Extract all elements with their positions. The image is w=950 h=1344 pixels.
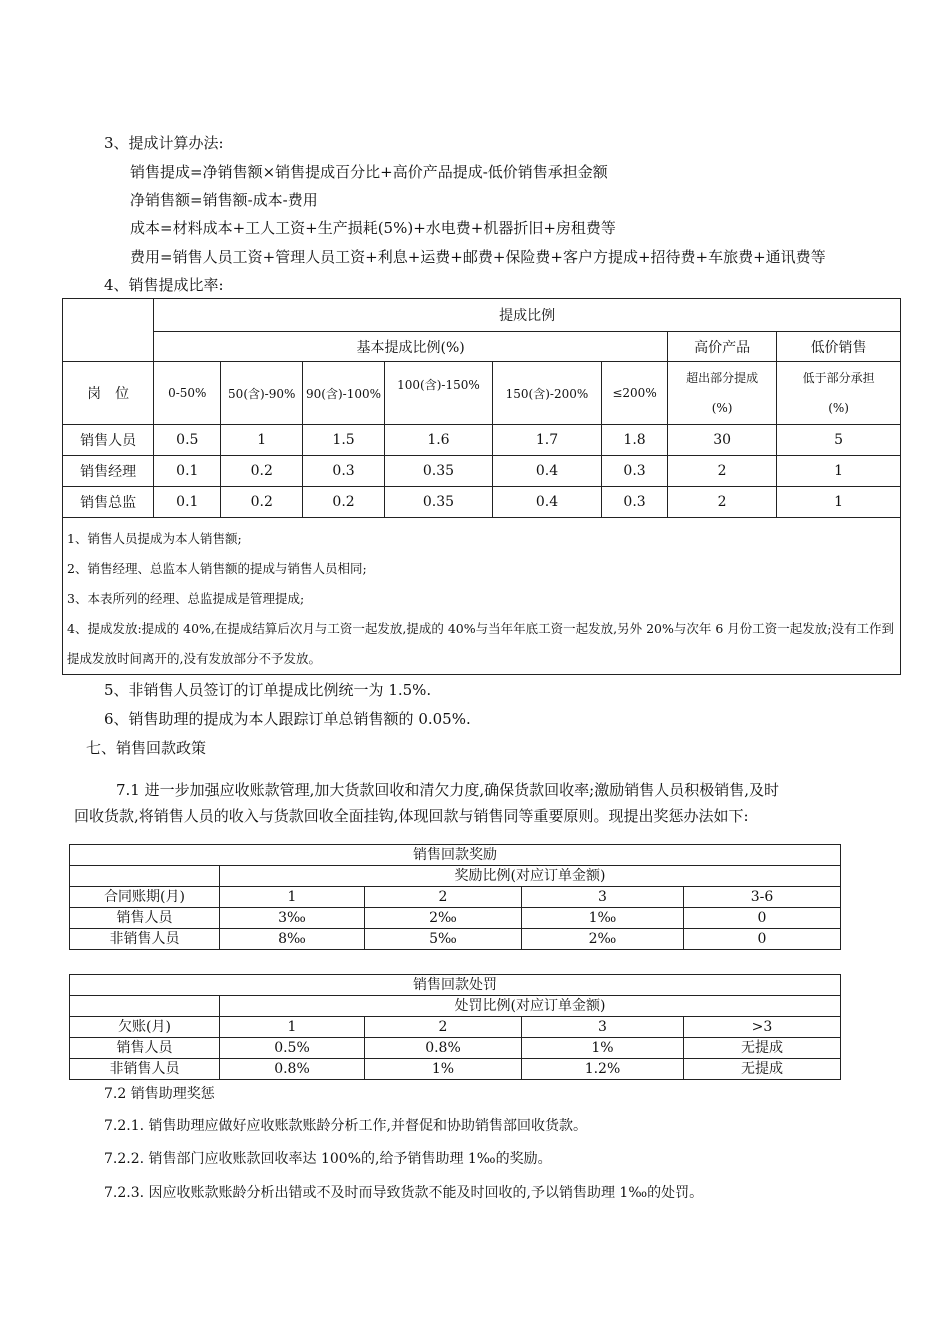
table-cell: 1% bbox=[365, 1059, 522, 1080]
reward-table bbox=[69, 844, 841, 950]
paragraph-line: 7.1 进一步加强应收账款管理,加大货款回收和清欠力度,确保货款回收率;激励销售人员积极销售,及时 bbox=[116, 781, 779, 799]
table-cell: 0.3 bbox=[303, 456, 385, 487]
table-cell: 0.4 bbox=[492, 487, 601, 518]
table-cell: 0.3 bbox=[602, 487, 668, 518]
table-cell: 1.2% bbox=[522, 1059, 684, 1080]
penalty-title: 销售回款处罚 bbox=[70, 975, 841, 996]
row-label: 销售人员 bbox=[70, 1038, 220, 1059]
column-header: 1 bbox=[220, 887, 365, 908]
range-header: 0-50% bbox=[154, 362, 221, 425]
penalty-table bbox=[69, 974, 841, 1080]
table-cell: 1‰ bbox=[522, 908, 684, 929]
table-row bbox=[70, 929, 841, 950]
column-header: 3-6 bbox=[684, 887, 841, 908]
table-cell: 0.35 bbox=[384, 456, 492, 487]
col-label: 欠账(月) bbox=[70, 1017, 220, 1038]
note-4: 4、提成发放:提成的 40%,在提成结算后次月与工资一起发放,提成的 40%与当年年底工资一起发放,另外 20%与次年 6 月份工资一起发放;没有工作到提成发放时间离开的,没有发放部分不予发放。 bbox=[67, 621, 894, 666]
row-label: 销售人员 bbox=[70, 908, 220, 929]
table-cell: 0.5% bbox=[220, 1038, 365, 1059]
basic-rate-header: 基本提成比例(%) bbox=[154, 332, 668, 362]
high-sub-line1: 超出部分提成 bbox=[686, 371, 759, 385]
row-label: 销售经理 bbox=[63, 456, 154, 487]
paragraph-line: 回收货款,将销售人员的收入与货款回收全面挂钩,体现回款与销售同等重要原则。现提出奖惩办法如下: bbox=[74, 807, 749, 825]
section-6: 6、销售助理的提成为本人跟踪订单总销售额的 0.05%. bbox=[104, 710, 471, 728]
note-2: 2、销售经理、总监本人销售额的提成与销售人员相同; bbox=[67, 561, 367, 576]
column-header: 1 bbox=[220, 1017, 365, 1038]
column-header: 2 bbox=[365, 887, 522, 908]
section-4-heading: 4、销售提成比率: bbox=[104, 276, 224, 294]
penalty-sub-header: 处罚比例(对应订单金额) bbox=[220, 996, 841, 1017]
high-sub-header bbox=[668, 362, 777, 425]
table-cell: 0.5 bbox=[154, 425, 221, 456]
range-header: ≤200% bbox=[602, 362, 668, 425]
column-header: 3 bbox=[522, 1017, 684, 1038]
table-cell: 0 bbox=[684, 908, 841, 929]
reward-sub-header: 奖励比例(对应订单金额) bbox=[220, 866, 841, 887]
low-sub-line1: 低于部分承担 bbox=[802, 371, 875, 385]
list-item: 7.2.2. 销售部门应收账款回收率达 100%的,给予销售助理 1‰的奖励。 bbox=[104, 1151, 552, 1167]
table-row bbox=[70, 1059, 841, 1080]
table-cell: 1.7 bbox=[492, 425, 601, 456]
table-cell: 1.6 bbox=[384, 425, 492, 456]
table-cell: 0 bbox=[684, 929, 841, 950]
table-cell: 1.8 bbox=[602, 425, 668, 456]
table-cell: 30 bbox=[668, 425, 777, 456]
section-7-heading: 七、销售回款政策 bbox=[86, 739, 207, 757]
table-cell: 0.2 bbox=[221, 456, 303, 487]
list-item: 7.2.1. 销售助理应做好应收账款账龄分析工作,并督促和协助销售部回收货款。 bbox=[104, 1118, 587, 1134]
col-label: 合同账期(月) bbox=[70, 887, 220, 908]
high-sub-line2: (%) bbox=[711, 401, 733, 415]
table-cell: 2‰ bbox=[522, 929, 684, 950]
section-3-heading: 3、提成计算办法: bbox=[104, 134, 224, 152]
formula-line: 成本=材料成本+工人工资+生产损耗(5%)+水电费+机器折旧+房租费等 bbox=[130, 219, 616, 237]
row-label: 销售总监 bbox=[63, 487, 154, 518]
note-1: 1、销售人员提成为本人销售额; bbox=[67, 531, 242, 546]
table-cell: 0.3 bbox=[602, 456, 668, 487]
table-row bbox=[63, 425, 901, 456]
table-cell: 0.8% bbox=[220, 1059, 365, 1080]
table-cell: 1 bbox=[777, 456, 901, 487]
table-cell: 无提成 bbox=[684, 1059, 841, 1080]
note-3: 3、本表所列的经理、总监提成是管理提成; bbox=[67, 591, 305, 606]
table-cell: 0.1 bbox=[154, 487, 221, 518]
table-cell: 0.8% bbox=[365, 1038, 522, 1059]
reward-title: 销售回款奖励 bbox=[70, 845, 841, 866]
column-header: >3 bbox=[684, 1017, 841, 1038]
range-header: 100(含)-150% bbox=[384, 362, 492, 425]
table-cell: 3‰ bbox=[220, 908, 365, 929]
range-header: 90(含)-100% bbox=[303, 362, 385, 425]
table-row bbox=[63, 487, 901, 518]
low-price-header: 低价销售 bbox=[777, 332, 901, 362]
table-notes bbox=[63, 518, 901, 675]
row-label: 非销售人员 bbox=[70, 929, 220, 950]
row-label: 非销售人员 bbox=[70, 1059, 220, 1080]
formula-line: 销售提成=净销售额×销售提成百分比+高价产品提成-低价销售承担金额 bbox=[130, 163, 608, 181]
top-header: 提成比例 bbox=[154, 299, 901, 332]
table-cell: 1% bbox=[522, 1038, 684, 1059]
table-cell: 1 bbox=[777, 487, 901, 518]
table-cell: 0.1 bbox=[154, 456, 221, 487]
table-cell: 2 bbox=[668, 456, 777, 487]
post-label: 岗 位 bbox=[63, 362, 154, 425]
corner-cell bbox=[63, 299, 154, 362]
empty-cell bbox=[70, 996, 220, 1017]
table-cell: 1.5 bbox=[303, 425, 385, 456]
formula-line: 净销售额=销售额-成本-费用 bbox=[130, 191, 318, 209]
table-cell: 0.2 bbox=[303, 487, 385, 518]
table-row bbox=[70, 908, 841, 929]
low-sub-header bbox=[777, 362, 901, 425]
column-header: 2 bbox=[365, 1017, 522, 1038]
table-cell: 0.35 bbox=[384, 487, 492, 518]
table-cell: 8‰ bbox=[220, 929, 365, 950]
formula-line: 费用=销售人员工资+管理人员工资+利息+运费+邮费+保险费+客户方提成+招待费+车旅费+通讯费等 bbox=[130, 248, 826, 266]
column-header: 3 bbox=[522, 887, 684, 908]
high-price-header: 高价产品 bbox=[668, 332, 777, 362]
list-item: 7.2.3. 因应收账款账龄分析出错或不及时而导致货款不能及时回收的,予以销售助理 1‰的处罚。 bbox=[104, 1185, 704, 1201]
range-header: 50(含)-90% bbox=[221, 362, 303, 425]
commission-rate-table bbox=[62, 298, 901, 675]
table-cell: 无提成 bbox=[684, 1038, 841, 1059]
table-cell: 0.4 bbox=[492, 456, 601, 487]
table-row bbox=[70, 1038, 841, 1059]
table-cell: 2 bbox=[668, 487, 777, 518]
table-cell: 0.2 bbox=[221, 487, 303, 518]
section-5: 5、非销售人员签订的订单提成比例统一为 1.5%. bbox=[104, 681, 432, 699]
table-cell: 1 bbox=[221, 425, 303, 456]
low-sub-line2: (%) bbox=[828, 401, 849, 415]
empty-cell bbox=[70, 866, 220, 887]
table-cell: 5 bbox=[777, 425, 901, 456]
table-cell: 2‰ bbox=[365, 908, 522, 929]
row-label: 销售人员 bbox=[63, 425, 154, 456]
table-cell: 5‰ bbox=[365, 929, 522, 950]
range-header: 150(含)-200% bbox=[492, 362, 601, 425]
table-row bbox=[63, 456, 901, 487]
section-7-2-heading: 7.2 销售助理奖惩 bbox=[104, 1086, 215, 1102]
